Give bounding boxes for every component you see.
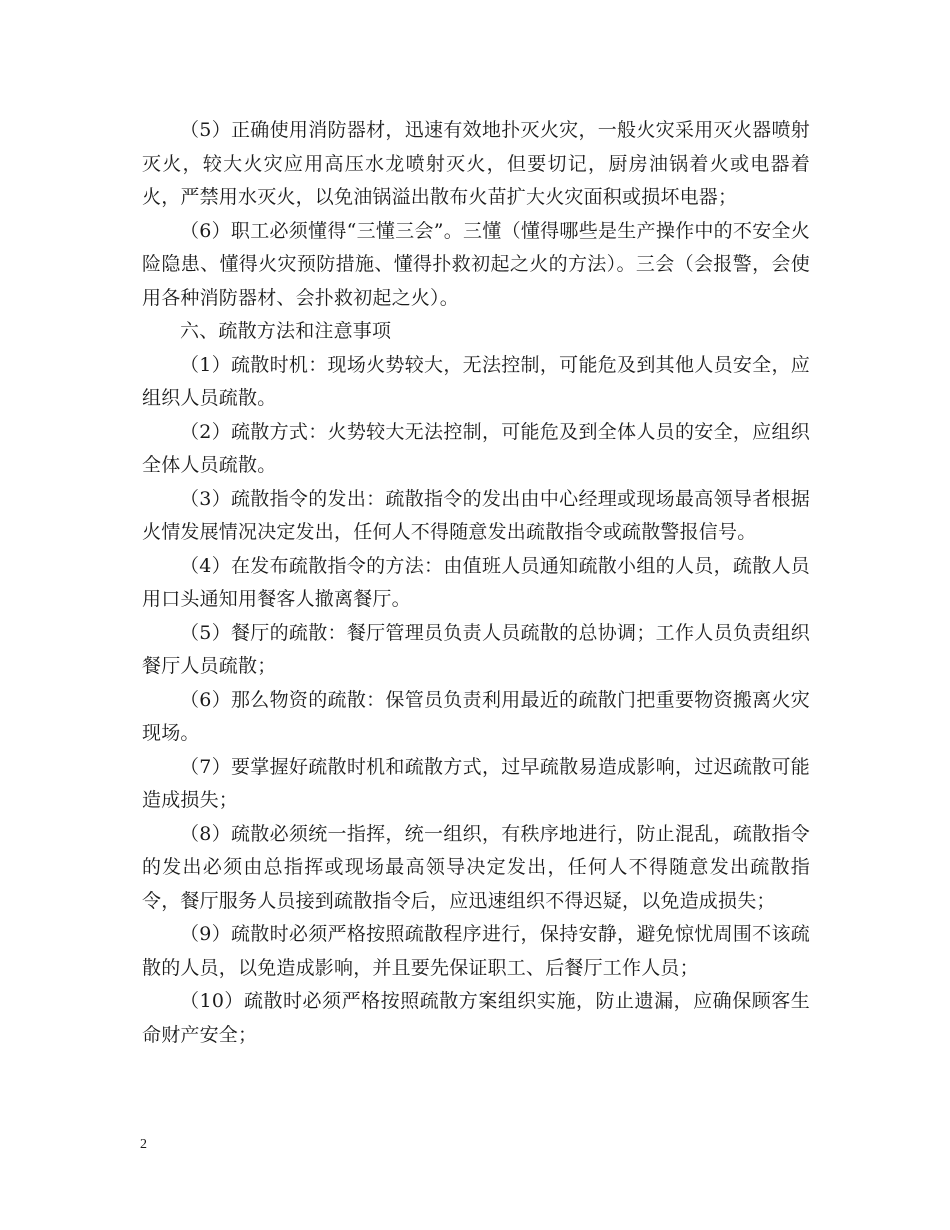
paragraph-plan-implementation: （10）疏散时必须严格按照疏散方案组织实施，防止遗漏，应确保顾客生命财产安全； <box>142 990 810 1046</box>
paragraph-evacuation-timing: （1）疏散时机：现场火势较大，无法控制，可能危及到其他人员安全，应组织人员疏散。 <box>142 353 810 409</box>
section-heading-evacuation: 六、疏散方法和注意事项 <box>180 320 392 342</box>
paragraph-fire-extinguishing: （5）正确使用消防器材，迅速有效地扑灭火灾，一般火灾采用灭火器喷射灭火，较大火灾应用高压水龙喷射灭火，但要切记，厨房油锅着火或电器着火，严禁用水灭火，以免油锅溢出散布火苗扩大火灾面积或损坏电器； <box>142 119 810 208</box>
paragraph-three-know-three-can: （6）职工必须懂得“三懂三会”。三懂（懂得哪些是生产操作中的不安全火险隐患、懂得火灾预防措施、懂得扑救初起之火的方法）。三会（会报警，会使用各种消防器材、会扑救初起之火）。 <box>142 219 810 309</box>
page-number: 2 <box>140 1137 147 1152</box>
document-body <box>142 114 810 1052</box>
paragraph-evacuation-order: （3）疏散指令的发出：疏散指令的发出由中心经理或现场最高领导者根据火情发展情况决定发出，任何人不得随意发出疏散指令或疏散警报信号。 <box>142 487 810 543</box>
paragraph-restaurant-evacuation: （5）餐厅的疏散：餐厅管理员负责人员疏散的总协调；工作人员负责组织餐厅人员疏散； <box>142 621 810 677</box>
paragraph-goods-evacuation: （6）那么物资的疏散：保管员负责利用最近的疏散门把重要物资搬离火灾现场。 <box>142 688 810 744</box>
paragraph-order-method: （4）在发布疏散指令的方法：由值班人员通知疏散小组的人员，疏散人员用口头通知用餐客人撤离餐厅。 <box>142 554 810 610</box>
paragraph-procedure: （9）疏散时必须严格按照疏散程序进行，保持安静，避免惊忧周围不该疏散的人员，以免造成影响，并且要先保证职工、后餐厅工作人员； <box>142 923 810 979</box>
paragraph-evacuation-mode: （2）疏散方式：火势较大无法控制，可能危及到全体人员的安全，应组织全体人员疏散。 <box>142 420 810 476</box>
paragraph-timing-caution: （7）要掌握好疏散时机和疏散方式，过早疏散易造成影响，过迟疏散可能造成损失； <box>142 755 810 811</box>
paragraph-unified-command: （8）疏散必须统一指挥，统一组织，有秩序地进行，防止混乱，疏散指令的发出必须由总指挥或现场最高领导决定发出，任何人不得随意发出疏散指令，餐厅服务人员接到疏散指令后，应迅速组织不得迟疑，以免造成损失； <box>142 822 810 912</box>
